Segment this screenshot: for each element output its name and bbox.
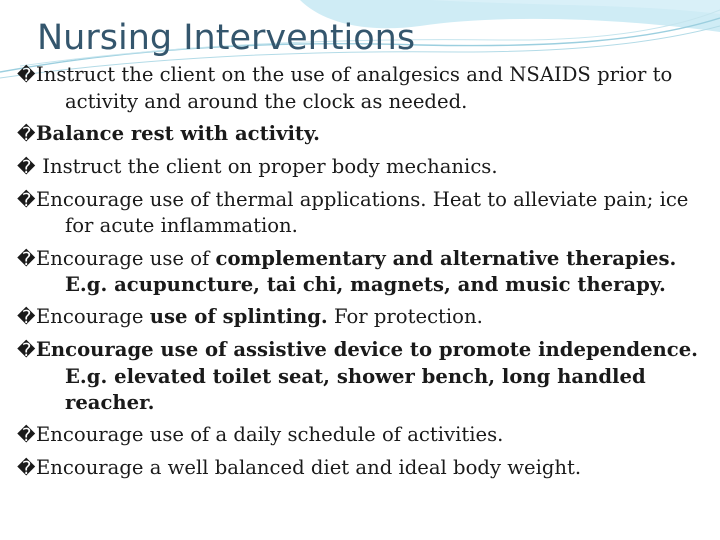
bullet-list [17,62,707,488]
bullet-text: For protection. [327,305,483,329]
bullet-marker-icon: � [17,457,36,479]
bullet-item [17,337,707,415]
bullet-marker-icon: � [17,340,36,362]
bullet-text-bold: Encourage use of assistive device to promote independence. E.g. elevated toilet seat, shower bench, long handled reacher. [36,338,698,414]
bullet-text: Instruct the client on proper body mechanics. [36,154,498,178]
bullet-text-bold: use of splinting. [149,305,328,329]
bullet-item [17,187,707,239]
bullet-item [17,455,707,482]
bullet-text: Encourage use of thermal applications. Heat to alleviate pain; ice for acute inflammation. [36,187,689,238]
bullet-text-bold: Balance rest with activity. [36,121,320,145]
bullet-marker-icon: � [17,189,36,211]
bullet-marker-icon: � [17,123,36,145]
bullet-text: Encourage [36,305,150,329]
slide-title: Nursing Interventions [37,18,416,58]
bullet-item [17,154,707,181]
bullet-item [17,304,707,331]
bullet-item [17,422,707,449]
bullet-marker-icon: � [17,248,36,270]
bullet-text: Encourage use of [36,246,216,270]
bullet-text: Encourage use of a daily schedule of activities. [36,422,504,446]
bullet-marker-icon: � [17,424,36,446]
bullet-item [17,62,707,114]
bullet-item [17,246,707,298]
bullet-text: Encourage a well balanced diet and ideal body weight. [36,455,582,479]
bullet-marker-icon: � [17,307,36,329]
bullet-text: Instruct the client on the use of analgesics and NSAIDS prior to activity and around the clock as needed. [36,63,673,113]
bullet-item [17,121,707,148]
bullet-marker-icon: � [17,65,36,86]
bullet-marker-icon: � [17,156,36,178]
bullet-text-bold: complementary and alternative therapies. E.g. acupuncture, tai chi, magnets, and music therapy. [65,246,677,297]
